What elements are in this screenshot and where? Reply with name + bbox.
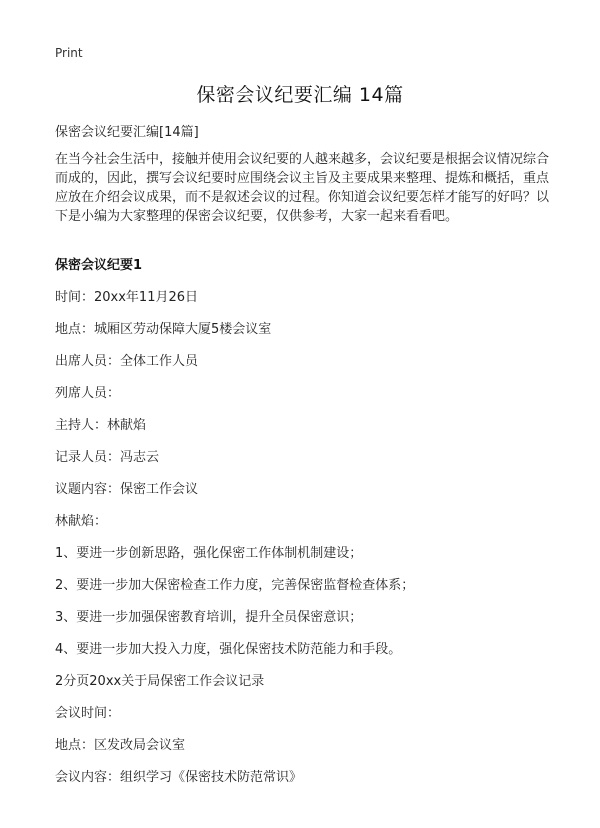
- point-3: 3、要进一步加强保密教育培训，提升全员保密意识；: [55, 610, 363, 625]
- document-title: 保密会议纪要汇编 14篇: [196, 84, 404, 106]
- observers: 列席人员：: [55, 386, 121, 401]
- meeting-content: 会议内容：组织学习《保密技术防范常识》: [55, 770, 303, 785]
- meeting-time: 时间：20xx年11月26日: [55, 290, 199, 305]
- print-label[interactable]: Print: [55, 46, 83, 60]
- speaker: 林献焰：: [55, 514, 108, 529]
- intro-paragraph: 在当今社会生活中，接触并使用会议纪要的人越来越多，会议纪要是根据会议情况综合而成的，因此，撰写会议纪要时应围绕会议主旨及主要成果来整理、提炼和概括，重点应放在介绍会议成果，而不是叙述会议的过程。你知道会议纪要怎样才能写的好吗？以下是小编为大家整理的保密会议纪要，仅供参考，大家一起来看看吧。: [55, 152, 550, 224]
- meeting-location-2: 地点：区发改局会议室: [55, 738, 186, 753]
- meeting-time-2: 会议时间：: [55, 706, 121, 721]
- point-4: 4、要进一步加大投入力度，强化保密技术防范能力和手段。: [55, 642, 402, 657]
- page-break-heading: 2分页20xx关于局保密工作会议记录: [55, 674, 265, 689]
- meeting-location: 地点：城厢区劳动保障大厦5楼会议室: [55, 322, 272, 337]
- recorder: 记录人员：冯志云: [55, 450, 160, 465]
- agenda: 议题内容：保密工作会议: [55, 482, 199, 497]
- point-2: 2、要进一步加大保密检查工作力度，完善保密监督检查体系；: [55, 578, 415, 593]
- attendees: 出席人员：全体工作人员: [55, 354, 199, 369]
- point-1: 1、要进一步创新思路，强化保密工作体制机制建设；: [55, 546, 363, 561]
- document-subtitle: 保密会议纪要汇编[14篇]: [55, 125, 199, 140]
- host: 主持人：林献焰: [55, 418, 147, 433]
- section-heading: 保密会议纪要1: [55, 258, 143, 273]
